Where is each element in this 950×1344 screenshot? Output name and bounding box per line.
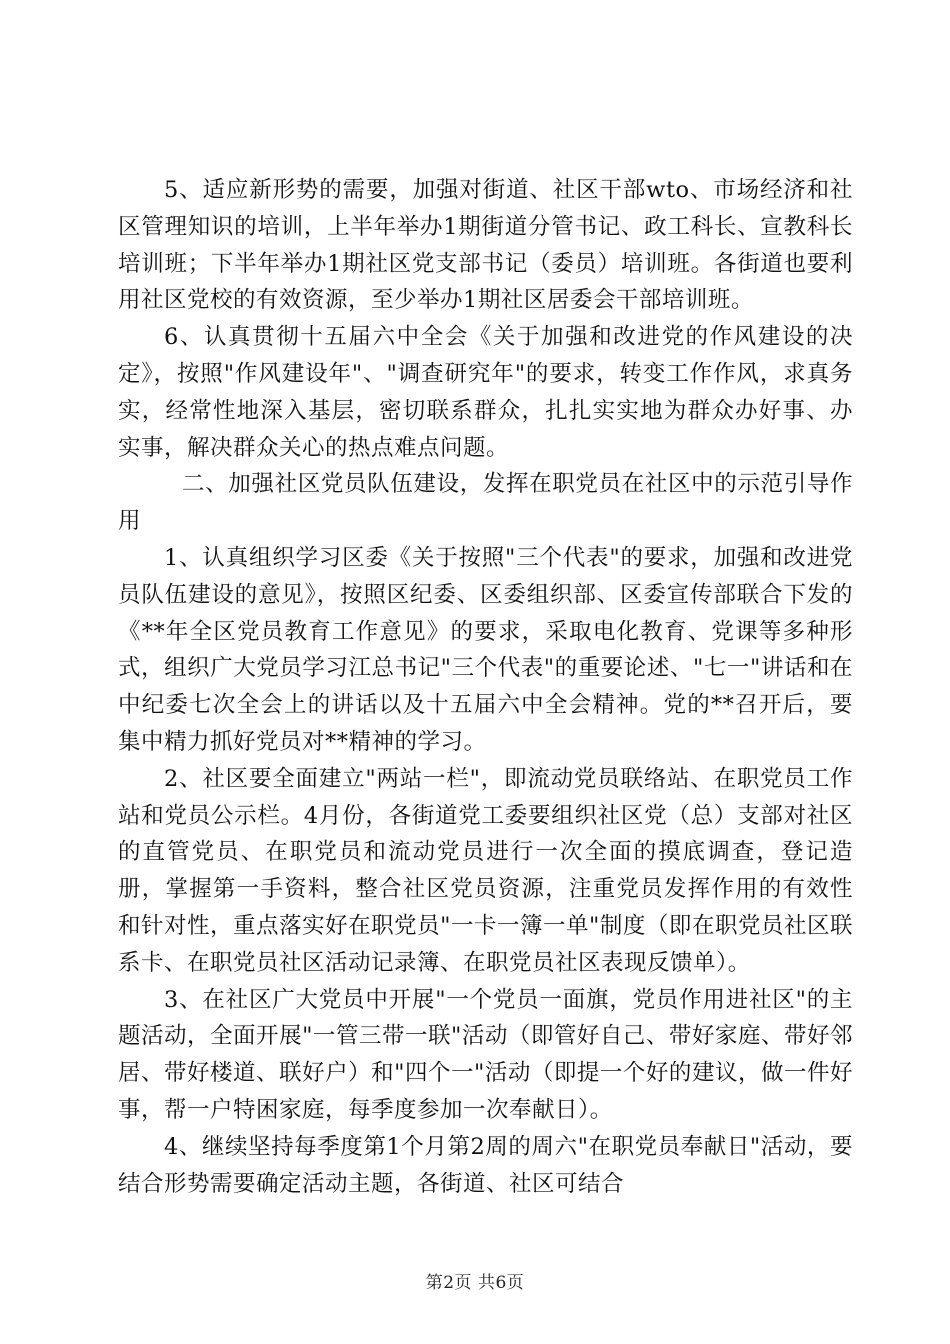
section-heading-2: 二、加强社区党员队伍建设，发挥在职党员在社区中的示范引导作用 (118, 471, 853, 535)
paragraph-item-2: 2、社区要全面建立"两站一栏"，即流动党员联络站、在职党员工作站和党员公示栏。4月份，各街道党工委要组织社区党（总）支部对社区的直管党员、在职党员和流动党员进行一次全面的摸底调查，登记造册，掌握第一手资料，整合社区党员资源，注重党员发挥作用的有效性和针对性，重点落实好在职党员"一卡一簿一单"制度（即在职党员社区联系卡、在职党员社区活动记录簿、在职党员社区表现反馈单）。 (118, 765, 853, 976)
paragraph-item-1: 1、认真组织学习区委《关于按照"三个代表"的要求，加强和改进党员队伍建设的意见》，按照区纪委、区委组织部、区委宣传部联合下发的《**年全区党员教育工作意见》的要求，采取电化教育、党课等多种形式，组织广大党员学习江总书记"三个代表"的重要论述、"七一"讲话和在中纪委七次全会上的讲话以及十五届六中全会精神。党的**召开后，要集中精力抓好党员对**精神的学习。 (118, 544, 853, 755)
document-body (118, 172, 853, 1202)
page-number-footer: 第2页 共6页 (425, 1273, 525, 1293)
paragraph-item-3: 3、在社区广大党员中开展"一个党员一面旗，党员作用进社区"的主题活动，全面开展"一管三带一联"活动（即管好自己、带好家庭、带好邻居、带好楼道、联好户）和"四个一"活动（即提一个好的建议，做一件好事，帮一户特困家庭，每季度参加一次奉献日）。 (118, 986, 853, 1123)
paragraph-item-6: 6、认真贯彻十五届六中全会《关于加强和改进党的作风建设的决定》，按照"作风建设年"、"调查研究年"的要求，转变工作作风，求真务实，经常性地深入基层，密切联系群众，扎扎实实地为群众办好事、办实事，解决群众关心的热点难点问题。 (118, 324, 853, 461)
paragraph-item-4: 4、继续坚持每季度第1个月第2周的周六"在职党员奉献日"活动，要结合形势需要确定活动主题，各街道、社区可结合 (118, 1133, 853, 1197)
paragraph-item-5: 5、适应新形势的需要，加强对街道、社区干部wto、市场经济和社区管理知识的培训，上半年举办1期街道分管书记、政工科长、宣教科长培训班；下半年举办1期社区党支部书记（委员）培训班。各街道也要利用社区党校的有效资源，至少举办1期社区居委会干部培训班。 (118, 177, 853, 314)
